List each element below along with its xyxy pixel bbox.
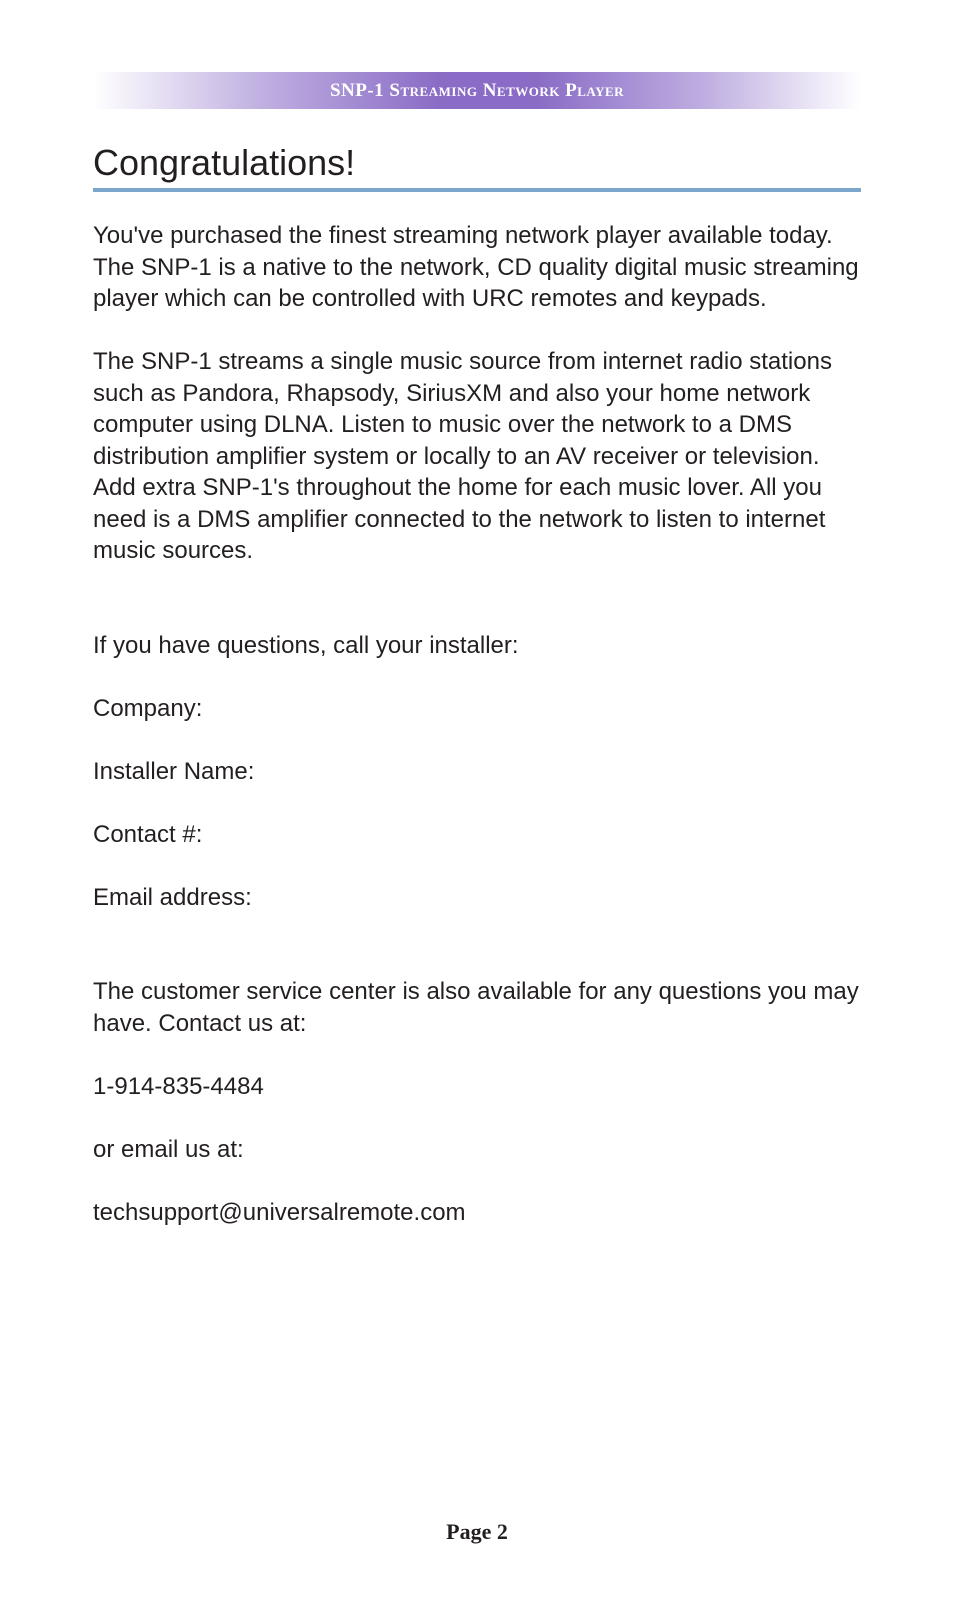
main-content [93,220,863,1228]
spacer [93,315,863,347]
support-phone: 1-914-835-4484 [93,1072,264,1100]
support-email: techsupport@universalremote.com [93,1198,466,1226]
support-paragraph: The customer service center is also available for any questions you may have. Contact us at: [93,978,859,1037]
contact-label: Contact #: [93,820,203,848]
page-title: Congratulations! [93,142,356,183]
installer-prompt: If you have questions, call your installer: [93,631,519,659]
email-address-label: Email address: [93,883,252,911]
title-divider [93,188,861,192]
spacer [93,913,863,976]
support-email-prompt: or email us at: [93,1135,244,1163]
spacer [93,661,863,693]
installer-name-label: Installer Name: [93,757,255,785]
spacer [93,1039,863,1071]
header-title: SNP-1 Streaming Network Player [329,79,625,101]
spacer [93,567,863,630]
page-number: Page 2 [446,1519,508,1544]
intro-paragraph: You've purchased the finest streaming network player available today. The SNP-1 is a native to the network, CD quality digital music streaming player which can be controlled with URC remotes and keypads. [93,222,859,312]
company-label: Company: [93,694,203,722]
spacer [93,850,863,882]
spacer [93,787,863,819]
spacer [93,724,863,756]
description-paragraph: The SNP-1 streams a single music source from internet radio stations such as Pandora, Rhapsody, SiriusXM and also your home network computer using DLNA. Listen to music over the network to a DMS distribution amplifier system or locally to an AV receiver or television. Add extra SNP-1's throughout the home for each music lover. All you need is a DMS amplifier connected to the network to listen to internet music sources. [93,348,832,564]
header-banner [93,72,861,109]
spacer [93,1165,863,1197]
spacer [93,1102,863,1134]
